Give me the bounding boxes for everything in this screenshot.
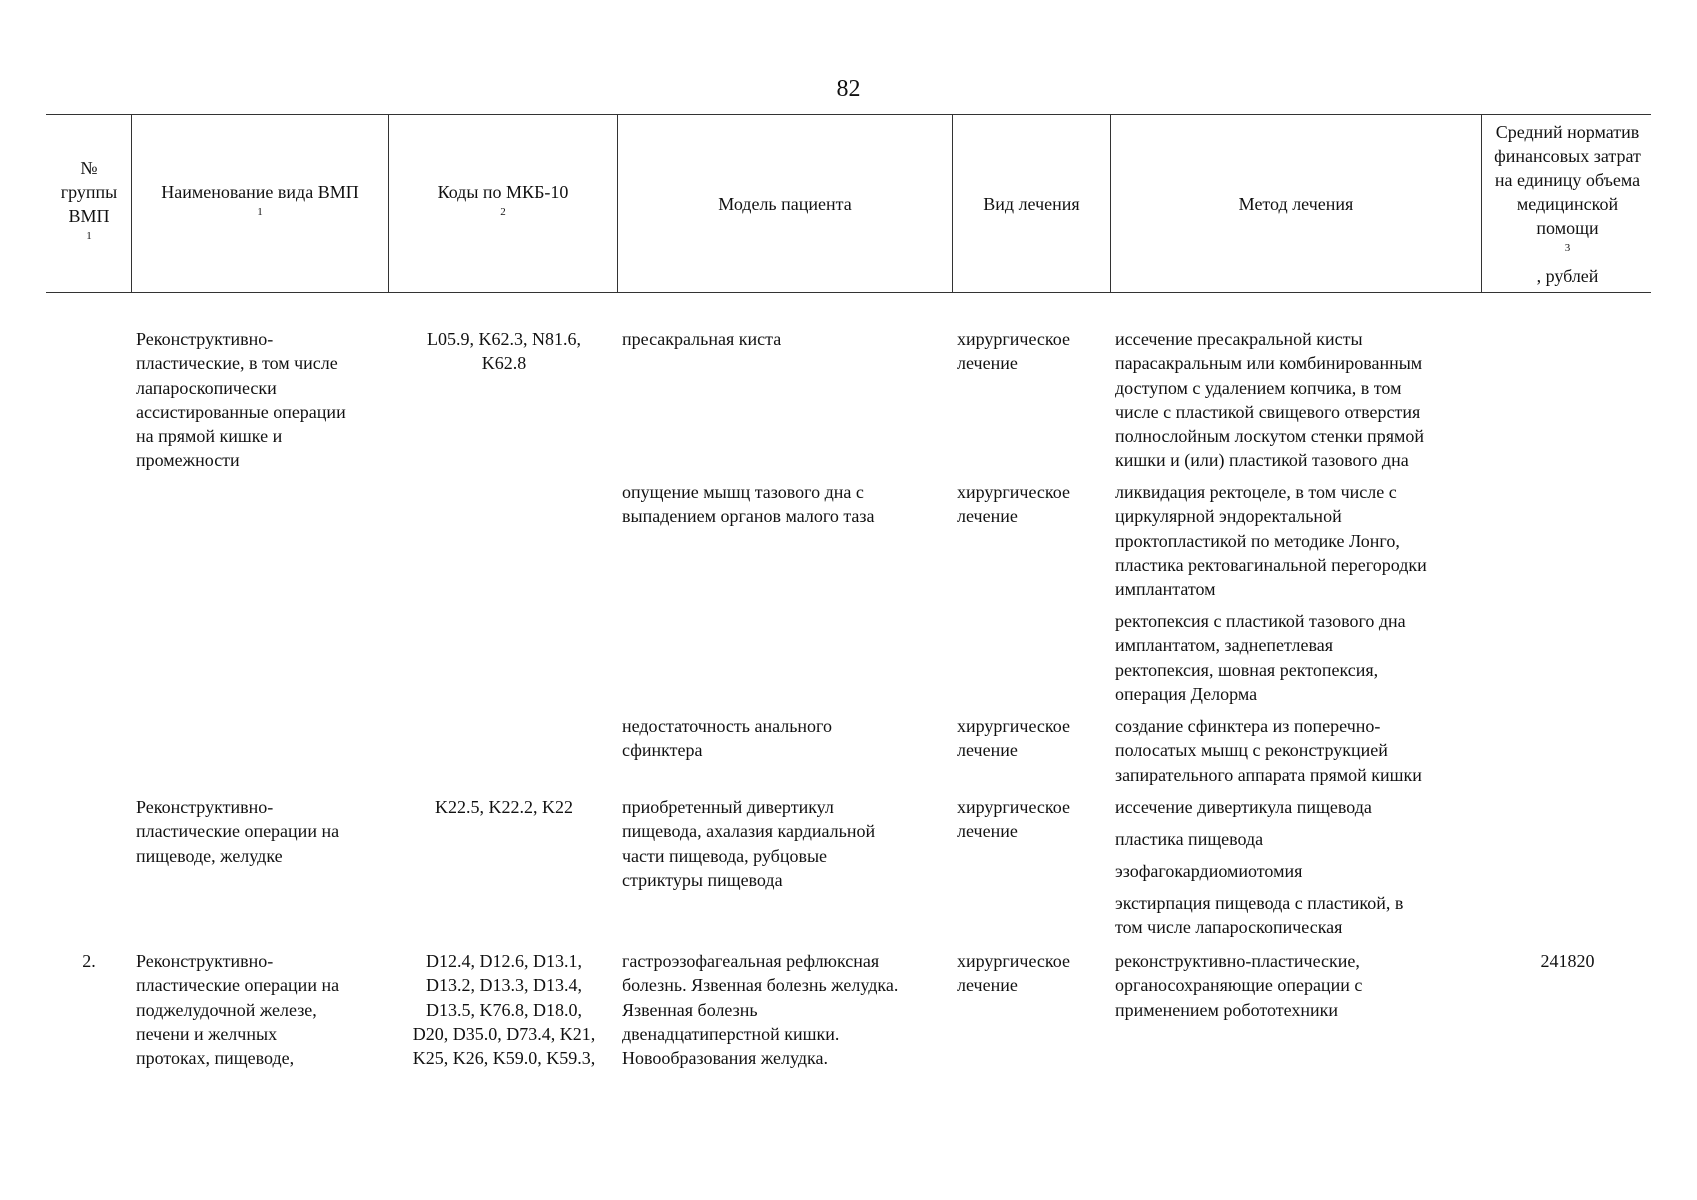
header-group-number: № группы ВМП $^1$: [60, 157, 118, 242]
column-divider: [952, 114, 953, 293]
row5-vmp-name: Реконструктивно- пластические операции на поджелудочной железе, печени и желчных протоках, пищеводе,: [136, 951, 340, 1069]
row2-patient-model: опущение мышц тазового дна с выпадением органов малого таза: [622, 482, 875, 527]
row4-icd-codes: K22.5, K22.2, K22: [435, 797, 573, 817]
row2-treatment-type: хирургическое лечение: [957, 482, 1070, 527]
column-divider: [131, 114, 132, 293]
row5-treatment-type: хирургическое лечение: [957, 951, 1070, 996]
header-treatment-method: Метод лечения: [1238, 193, 1354, 214]
row1-patient-model: пресакральная киста: [622, 329, 782, 349]
column-divider: [1481, 114, 1482, 293]
row5-icd-codes: D12.4, D12.6, D13.1, D13.2, D13.3, D13.4, D13.5, K76.8, D18.0, D20, D35.0, D73.4, K21, K25, K26, K59.0, K59.3,: [412, 951, 596, 1069]
row3-patient-model: недостаточность анального сфинктера: [622, 716, 832, 761]
row5-average-cost: 241820: [1540, 951, 1595, 971]
row3-treatment-method: создание сфинктера из поперечно- полосатых мышц с реконструкцией запирательного аппарата прямой кишки: [1115, 716, 1422, 785]
column-divider: [617, 114, 618, 293]
row4-treatment-method-3: эзофагокардиомиотомия: [1115, 861, 1303, 881]
row4-treatment-method-1: иссечение дивертикула пищевода: [1115, 797, 1372, 817]
header-patient-model: Модель пациента: [718, 193, 852, 214]
header-treatment-type: Вид лечения: [983, 193, 1080, 214]
column-divider: [388, 114, 389, 293]
row3-treatment-type: хирургическое лечение: [957, 716, 1070, 761]
row1-treatment-method: иссечение пресакральной кисты парасакральным или комбинированным доступом с удалением копчика, в том числе с пластикой свищевого отверстия полнослойным лоскутом стенки прямой кишки и (или) пластикой тазового дна: [1115, 329, 1425, 471]
row2-treatment-method-2: ректопексия с пластикой тазового дна имплантатом, заднепетлевая ректопексия, шовная ректопексия, операция Делорма: [1115, 611, 1406, 704]
header-vmp-name: Наименование вида ВМП $^1$: [161, 181, 359, 218]
row2-treatment-method-1: ликвидация ректоцеле, в том числе с циркулярной эндоректальной проктопластикой по методике Лонго, пластика ректовагинальной перегородки имплантатом: [1115, 482, 1427, 600]
row1-icd-codes: L05.9, K62.3, N81.6, K62.8: [427, 329, 581, 374]
row5-patient-model: гастроэзофагеальная рефлюксная болезнь. Язвенная болезнь желудка. Язвенная болезнь двенадцатиперстной кишки. Новообразования желудка.: [622, 951, 899, 1069]
row4-treatment-type: хирургическое лечение: [957, 797, 1070, 842]
header-average-cost: Средний норматив финансовых затрат на единицу объема медицинской помощи $^3$ , рублей: [1494, 121, 1641, 286]
row1-treatment-type: хирургическое лечение: [957, 329, 1070, 374]
row5-group-number: 2.: [82, 951, 96, 971]
row1-vmp-name: Реконструктивно- пластические, в том числе лапароскопически ассистированные операции на прямой кишке и промежности: [136, 329, 346, 471]
row5-treatment-method: реконструктивно-пластические, органосохраняющие операции с применением робототехники: [1115, 951, 1363, 1020]
row4-patient-model: приобретенный дивертикул пищевода, ахалазия кардиальной части пищевода, рубцовые стриктуры пищевода: [622, 797, 876, 890]
header-icd-codes: Коды по МКБ-10 $^2$: [437, 181, 569, 218]
page-number: 82: [836, 76, 861, 102]
row4-vmp-name: Реконструктивно- пластические операции на пищеводе, желудке: [136, 797, 340, 866]
row4-treatment-method-4: экстирпация пищевода с пластикой, в том числе лапароскопическая: [1115, 893, 1404, 938]
row4-treatment-method-2: пластика пищевода: [1115, 829, 1264, 849]
column-divider: [1110, 114, 1111, 293]
